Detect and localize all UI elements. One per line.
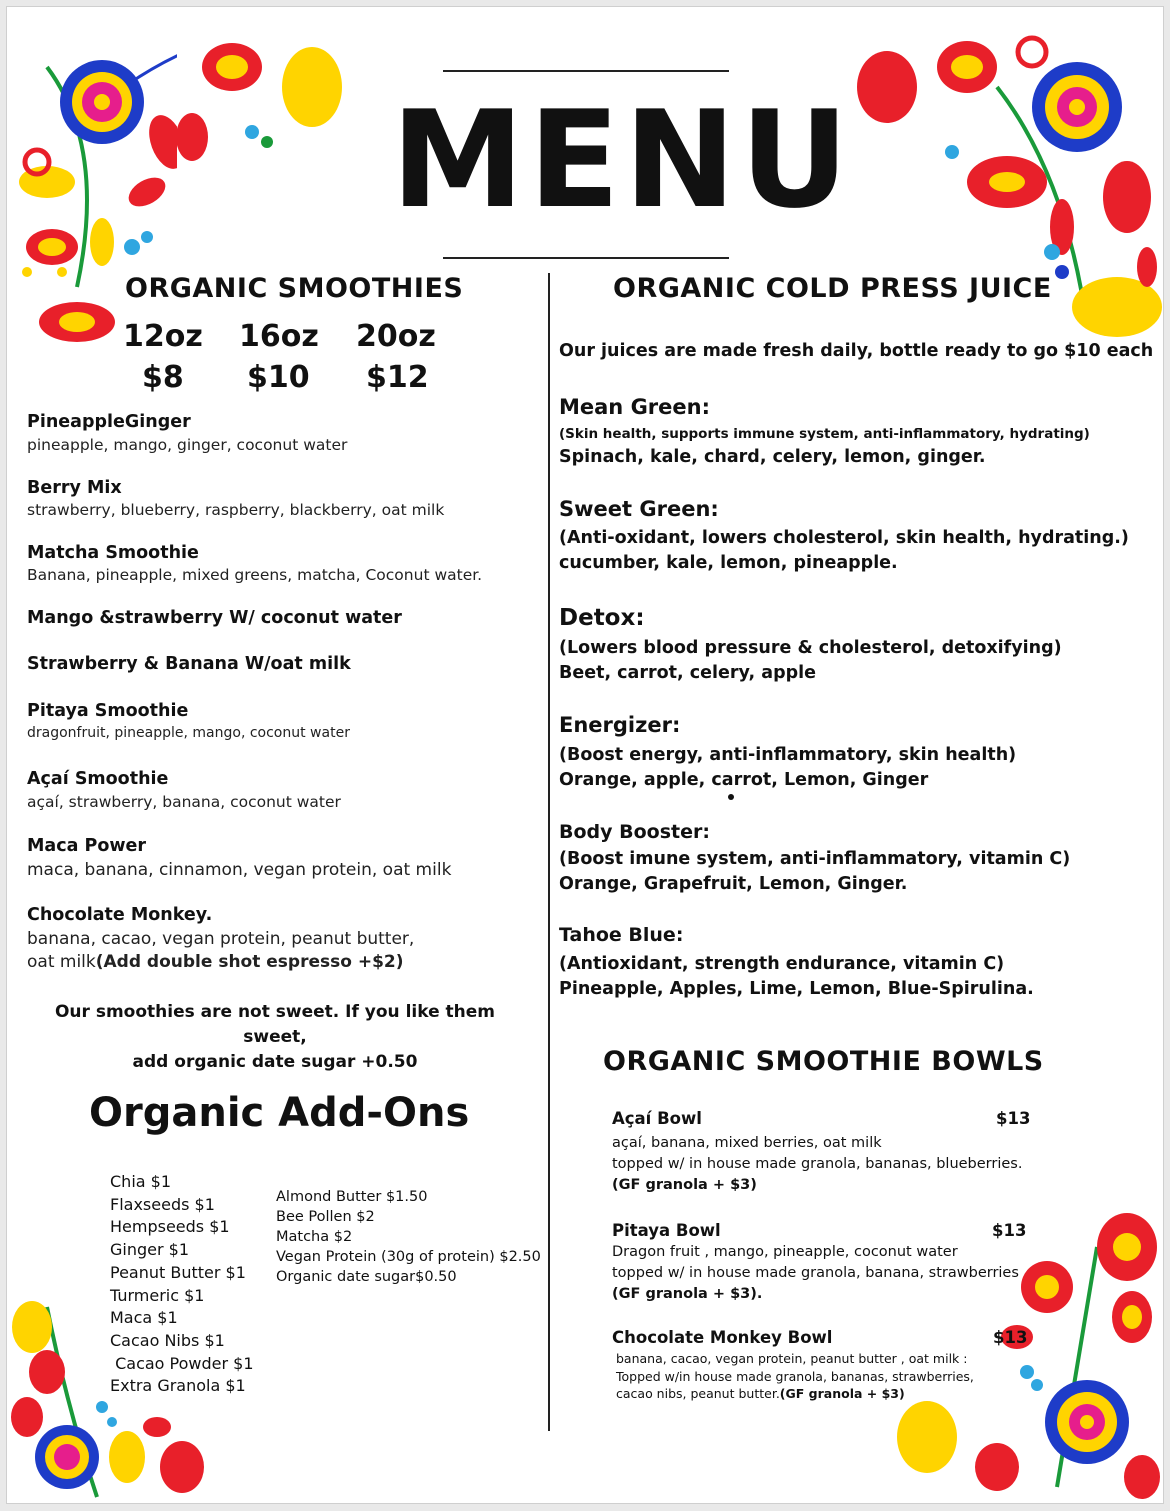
title-top-rule	[443, 70, 729, 72]
smoothie-item-name: Matcha Smoothie	[27, 543, 199, 563]
size-12oz: 12oz	[123, 319, 203, 354]
smoothie-item-desc-line2	[27, 952, 404, 972]
smoothie-item-desc-oatmilk: oat milk	[27, 952, 96, 972]
smoothie-item-name: Strawberry & Banana W/oat milk	[27, 654, 351, 674]
size-16oz: 16oz	[239, 319, 319, 354]
smoothie-item-name: Pitaya Smoothie	[27, 701, 189, 721]
juice-item-ingredients: Orange, apple, carrot, Lemon, Ginger	[559, 770, 929, 790]
juice-item-ingredients: Orange, Grapefruit, Lemon, Ginger.	[559, 874, 908, 894]
addon-item: Cacao Nibs $1	[110, 1330, 225, 1350]
bowl-desc-line: Dragon fruit , mango, pineapple, coconut water	[612, 1244, 958, 1260]
title-bottom-rule	[443, 257, 729, 259]
bowl-item-price: $13	[996, 1109, 1031, 1128]
addon-item: Organic date sugar$0.50	[276, 1269, 457, 1285]
bowl-desc-line: banana, cacao, vegan protein, peanut butter , oat milk :	[616, 1351, 968, 1366]
addon-item: Peanut Butter $1	[110, 1262, 246, 1282]
bowl-desc-line: Topped w/in house made granola, bananas, strawberries,	[616, 1368, 974, 1384]
juice-item-benefit: (Skin health, supports immune system, anti-inflammatory, hydrating)	[559, 426, 1090, 442]
addon-item: Almond Butter $1.50	[276, 1189, 428, 1205]
smoothie-item-desc: dragonfruit, pineapple, mango, coconut water	[27, 725, 350, 741]
smoothie-item-desc: strawberry, blueberry, raspberry, blackberry, oat milk	[27, 501, 445, 519]
juice-heading: ORGANIC COLD PRESS JUICE	[613, 273, 1052, 304]
addons-list-column2	[276, 1187, 541, 1287]
bullet-dot	[728, 794, 734, 800]
price-20oz: $12	[366, 360, 429, 395]
smoothie-item-desc: pineapple, mango, ginger, coconut water	[27, 436, 348, 454]
bowl-gf-note: (GF granola + $3)	[779, 1386, 905, 1401]
addon-item: Vegan Protein (30g of protein) $2.50	[276, 1249, 541, 1265]
addon-item: Hempseeds $1	[110, 1217, 230, 1237]
addon-item: Turmeric $1	[110, 1285, 205, 1305]
smoothie-item-desc: açaí, strawberry, banana, coconut water	[27, 793, 341, 811]
bowl-gf-note: (GF granola + $3).	[612, 1286, 763, 1302]
addon-item: Ginger $1	[110, 1240, 190, 1260]
bowl-item-price: $13	[992, 1221, 1027, 1240]
price-12oz: $8	[142, 360, 184, 395]
column-divider	[548, 273, 550, 1431]
bowl-item-desc	[616, 1350, 974, 1403]
bowl-item-name: Pitaya Bowl	[612, 1221, 721, 1240]
bowl-desc-line: açaí, banana, mixed berries, oat milk	[612, 1135, 882, 1151]
juice-item-benefit: (Boost energy, anti-inflammatory, skin health)	[559, 745, 1017, 765]
addon-item: Bee Pollen $2	[276, 1209, 375, 1225]
bowl-gf-note: (GF granola + $3)	[612, 1177, 757, 1193]
juice-item-name: Mean Green:	[559, 395, 710, 419]
floral-top-left-decoration	[7, 7, 177, 367]
size-20oz: 20oz	[356, 319, 436, 354]
juice-item-benefit: (Anti-oxidant, lowers cholesterol, skin health, hydrating.)	[559, 528, 1129, 548]
juice-item-name: Body Booster:	[559, 821, 710, 843]
smoothie-item-name: Berry Mix	[27, 478, 122, 498]
bowl-item-name: Açaí Bowl	[612, 1109, 702, 1128]
smoothie-sweetness-note	[27, 1000, 523, 1075]
addon-item: Flaxseeds $1	[110, 1194, 215, 1214]
bowl-desc-line: topped w/ in house made granola, bananas, blueberries.	[612, 1156, 1023, 1172]
smoothie-item-name: Mango &strawberry W/ coconut water	[27, 608, 402, 628]
sweetness-note-line1: Our smoothies are not sweet. If you like them sweet,	[54, 1002, 496, 1047]
smoothie-item-desc: Banana, pineapple, mixed greens, matcha, Coconut water.	[27, 566, 483, 584]
juice-item-name: Sweet Green:	[559, 497, 719, 521]
bowl-item-desc	[612, 1242, 1019, 1305]
juice-item-name: Energizer:	[559, 713, 681, 737]
addon-item: Maca $1	[110, 1308, 178, 1328]
smoothie-item-desc: banana, cacao, vegan protein, peanut butter,	[27, 929, 415, 949]
addon-item: Cacao Powder $1	[110, 1353, 254, 1373]
addon-item: Matcha $2	[276, 1229, 353, 1245]
bowl-desc-line: topped w/ in house made granola, banana, strawberries	[612, 1265, 1019, 1281]
juice-item-ingredients: Beet, carrot, celery, apple	[559, 663, 817, 683]
juice-intro: Our juices are made fresh daily, bottle ready to go $10 each	[559, 341, 1154, 361]
bowl-desc-line	[616, 1385, 974, 1403]
smoothie-item-desc: maca, banana, cinnamon, vegan protein, oat milk	[27, 860, 452, 880]
addon-item: Extra Granola $1	[110, 1376, 246, 1396]
smoothie-item-name: Chocolate Monkey.	[27, 905, 213, 925]
menu-page	[6, 6, 1164, 1504]
juice-item-name: Tahoe Blue:	[559, 924, 684, 946]
menu-title: MENU	[391, 82, 853, 238]
juice-item-benefit: (Boost imune system, anti-inflammatory, vitamin C)	[559, 849, 1071, 869]
bowl-item-price: $13	[993, 1328, 1028, 1347]
floral-top-left-accent	[172, 27, 352, 177]
juice-item-benefit: (Antioxidant, strength endurance, vitamin C)	[559, 954, 1005, 974]
addons-list-column1	[110, 1171, 254, 1398]
juice-item-ingredients: Pineapple, Apples, Lime, Lemon, Blue-Spirulina.	[559, 979, 1034, 999]
juice-item-name: Detox:	[559, 605, 645, 631]
smoothie-item-name: Açaí Smoothie	[27, 769, 169, 789]
sweetness-note-line2: add organic date sugar +0.50	[132, 1052, 418, 1072]
bowl-item-name: Chocolate Monkey Bowl	[612, 1328, 833, 1347]
juice-item-ingredients: cucumber, kale, lemon, pineapple.	[559, 553, 898, 573]
juice-item-benefit: (Lowers blood pressure & cholesterol, detoxifying)	[559, 638, 1062, 658]
smoothie-item-name: PineappleGinger	[27, 412, 191, 432]
addons-heading: Organic Add-Ons	[89, 1090, 470, 1136]
smoothie-item-name: Maca Power	[27, 836, 147, 856]
juice-item-ingredients: Spinach, kale, chard, celery, lemon, ginger.	[559, 447, 986, 467]
price-16oz: $10	[247, 360, 310, 395]
bowl-item-desc	[612, 1133, 1022, 1196]
bowls-heading: ORGANIC SMOOTHIE BOWLS	[603, 1046, 1044, 1077]
bowl-desc-text: cacao nibs, peanut butter.	[616, 1386, 780, 1401]
espresso-addon-note: (Add double shot espresso +$2)	[95, 952, 404, 972]
addon-item: Chia $1	[110, 1172, 172, 1191]
smoothies-heading: ORGANIC SMOOTHIES	[125, 273, 464, 304]
